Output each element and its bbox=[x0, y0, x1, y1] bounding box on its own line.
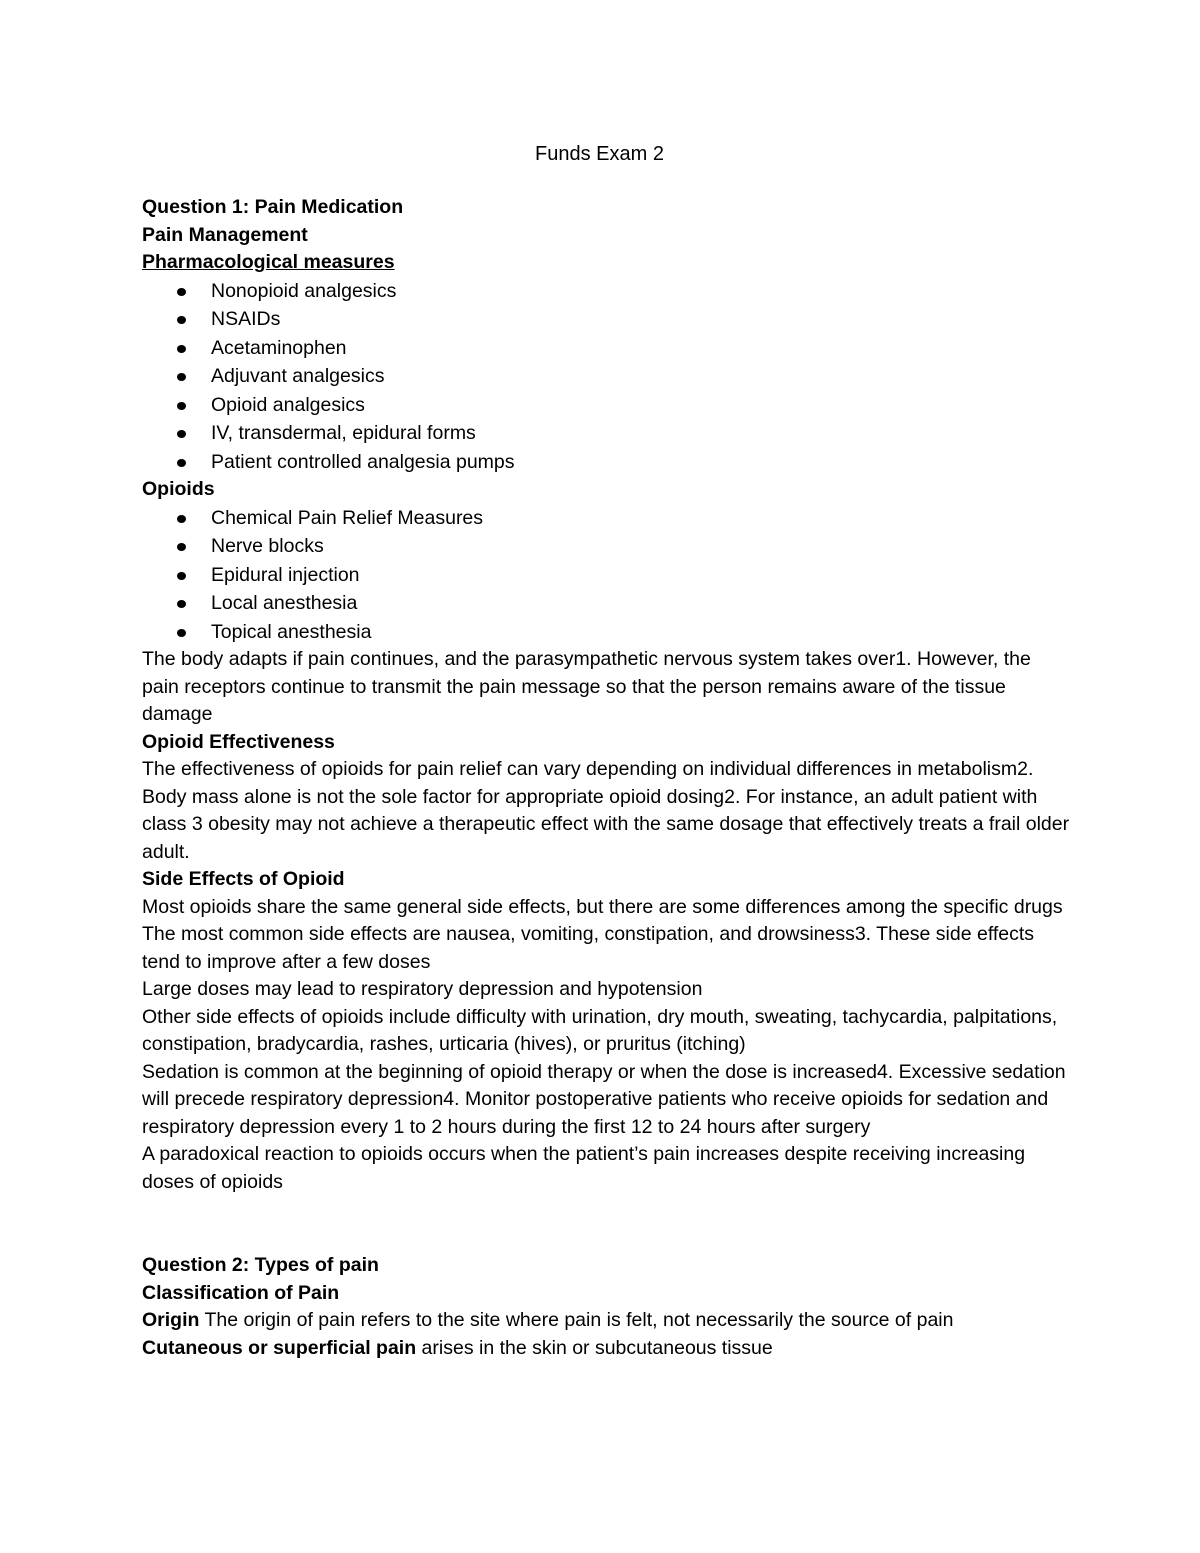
list-item: Opioid analgesics bbox=[142, 391, 1072, 420]
bullet-icon bbox=[177, 543, 186, 551]
list-item: IV, transdermal, epidural forms bbox=[142, 419, 1072, 448]
origin-label: Origin bbox=[142, 1309, 200, 1331]
opioid-effectiveness-paragraph: The effectiveness of opioids for pain relief can vary depending on individual differences in metabolism2. Body mass alone is not the sole factor for appropriate opioid dosing2. For instance, an adult patient with class 3 obesity may not achieve a therapeutic effect with the same dosage that effectively treats a frail older adult. bbox=[142, 758, 1070, 863]
list-item: NSAIDs bbox=[142, 305, 1072, 334]
pain-management-heading: Pain Management bbox=[142, 223, 308, 246]
origin-line bbox=[142, 1307, 1072, 1335]
bullet-icon bbox=[177, 430, 186, 438]
bullet-icon bbox=[177, 373, 186, 381]
bullet-icon bbox=[177, 629, 186, 637]
cutaneous-label: Cutaneous or superficial pain bbox=[142, 1336, 417, 1359]
side-effects-paragraph: Large doses may lead to respiratory depression and hypotension bbox=[142, 978, 703, 1000]
list-item: Adjuvant analgesics bbox=[142, 362, 1072, 391]
side-effects-paragraph: Other side effects of opioids include difficulty with urination, dry mouth, sweating, tachycardia, palpitations, constipation, bradycardia, rashes, urticaria (hives), or pruritus (itching) bbox=[142, 1005, 1058, 1055]
list-item: Patient controlled analgesia pumps bbox=[142, 448, 1072, 477]
side-effects-paragraph: The most common side effects are nausea, vomiting, constipation, and drowsiness3. These side effects tend to improve after a few doses bbox=[142, 923, 1035, 973]
bullet-icon bbox=[177, 600, 186, 608]
cutaneous-line bbox=[142, 1335, 1072, 1363]
document-title: Funds Exam 2 bbox=[535, 143, 664, 165]
list-item: Nerve blocks bbox=[142, 532, 1072, 561]
list-item: Acetaminophen bbox=[142, 334, 1072, 363]
document-page bbox=[142, 140, 1072, 1362]
bullet-icon bbox=[177, 402, 186, 410]
pharmacological-measures-heading: Pharmacological measures bbox=[142, 251, 395, 273]
bullet-icon bbox=[177, 459, 186, 467]
bullet-icon bbox=[177, 345, 186, 353]
list-item: Topical anesthesia bbox=[142, 618, 1072, 647]
list-item: Nonopioid analgesics bbox=[142, 277, 1072, 306]
side-effects-heading: Side Effects of Opioid bbox=[142, 868, 345, 890]
list-item: Chemical Pain Relief Measures bbox=[142, 504, 1072, 533]
cutaneous-text: arises in the skin or subcutaneous tissue bbox=[416, 1336, 773, 1359]
body-adapts-paragraph: The body adapts if pain continues, and the parasympathetic nervous system takes over1. However, the pain receptors continue to transmit the pain message so that the person remains aware of the tissue damage bbox=[142, 648, 1031, 725]
question-1-heading: Question 1: Pain Medication bbox=[142, 196, 404, 218]
opioids-heading: Opioids bbox=[142, 478, 215, 500]
bullet-icon bbox=[177, 515, 186, 523]
side-effects-paragraph: A paradoxical reaction to opioids occurs when the patient’s pain increases despite receiving increasing doses of opioids bbox=[142, 1143, 1026, 1193]
pharmacological-list bbox=[142, 277, 1072, 477]
bullet-icon bbox=[177, 288, 186, 296]
classification-heading: Classification of Pain bbox=[142, 1281, 340, 1304]
question-2-heading: Question 2: Types of pain bbox=[142, 1254, 379, 1276]
list-item: Local anesthesia bbox=[142, 589, 1072, 618]
bullet-icon bbox=[177, 316, 186, 324]
side-effects-paragraph: Sedation is common at the beginning of opioid therapy or when the dose is increased4. Excessive sedation will precede respiratory depression4. Monitor postoperative patients who receive opioids for sedation and respiratory depression every 1 to 2 hours during the first 12 to 24 hours after surgery bbox=[142, 1060, 1066, 1138]
side-effects-paragraph: Most opioids share the same general side effects, but there are some differences among the specific drugs bbox=[142, 895, 1063, 918]
bullet-icon bbox=[177, 572, 186, 580]
origin-text: The origin of pain refers to the site where pain is felt, not necessarily the source of pain bbox=[199, 1309, 954, 1331]
opioids-list bbox=[142, 504, 1072, 647]
list-item: Epidural injection bbox=[142, 561, 1072, 590]
opioid-effectiveness-heading: Opioid Effectiveness bbox=[142, 730, 335, 753]
section-spacer bbox=[142, 1196, 1072, 1252]
